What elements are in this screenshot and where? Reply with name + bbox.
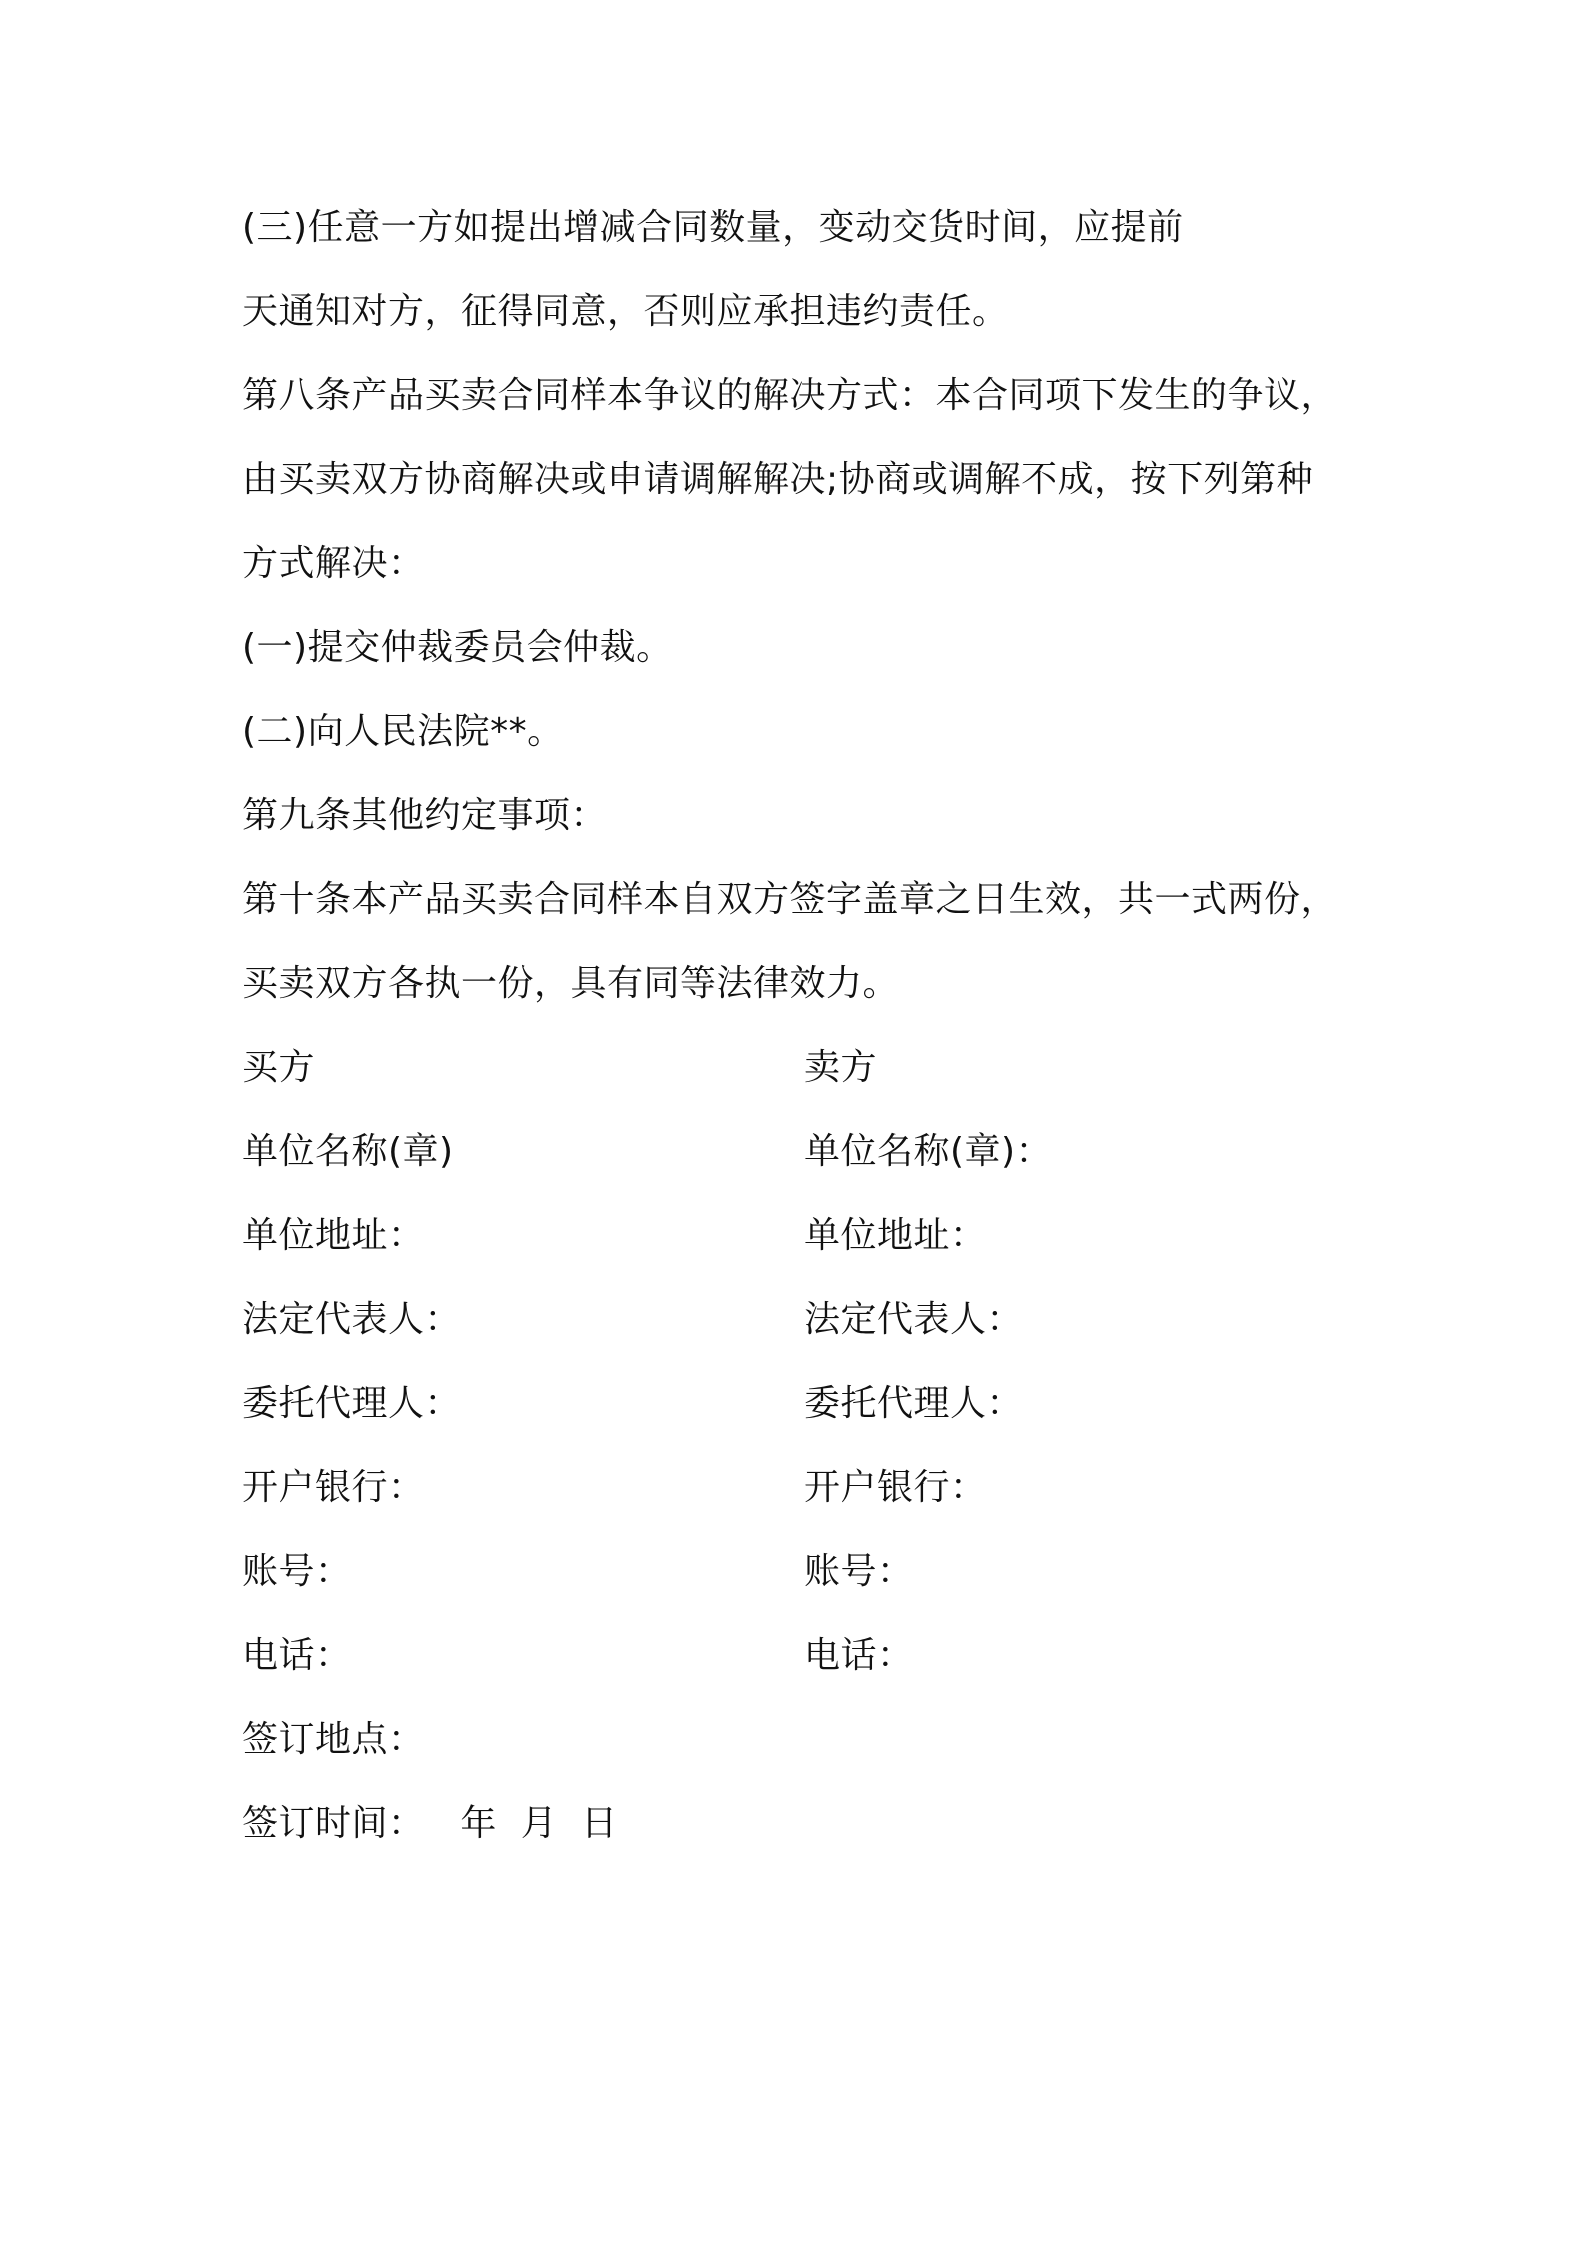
- seller-bank-label: 开户银行：: [804, 1467, 987, 1508]
- signing-time-label: 签订时间： 年 月 日: [242, 1803, 618, 1844]
- seller-account-label: 账号：: [804, 1551, 914, 1592]
- paragraph-article-8: 第八条产品买卖合同样本争议的解决方式：本合同项下发生的争议，: [242, 375, 1338, 416]
- signing-place-label: 签订地点：: [242, 1719, 425, 1760]
- paragraph-article-10-cont: 买卖双方各执一份，具有同等法律效力。: [242, 963, 900, 1004]
- paragraph-article-10: 第十条本产品买卖合同样本自双方签字盖章之日生效，共一式两份，: [242, 879, 1338, 920]
- paragraph-article-8-cont: 由买卖双方协商解决或申请调解解决;协商或调解不成，按下列第种: [242, 459, 1314, 500]
- buyer-name-label: 单位名称(章): [242, 1131, 454, 1172]
- buyer-phone-label: 电话：: [242, 1635, 352, 1676]
- paragraph-clause-3: (三)任意一方如提出增减合同数量，变动交货时间，应提前: [242, 207, 1184, 248]
- seller-address-label: 单位地址：: [804, 1215, 987, 1256]
- buyer-title: 买方: [242, 1047, 316, 1088]
- seller-title: 卖方: [804, 1047, 878, 1088]
- seller-agent-label: 委托代理人：: [804, 1383, 1024, 1424]
- buyer-agent-label: 委托代理人：: [242, 1383, 462, 1424]
- seller-legal-rep-label: 法定代表人：: [804, 1299, 1024, 1340]
- paragraph-option-1: (一)提交仲裁委员会仲裁。: [242, 627, 673, 668]
- paragraph-clause-3-cont: 天通知对方，征得同意，否则应承担违约责任。: [242, 291, 1009, 332]
- buyer-legal-rep-label: 法定代表人：: [242, 1299, 462, 1340]
- paragraph-option-2: (二)向人民法院**。: [242, 711, 564, 752]
- paragraph-article-8-end: 方式解决：: [242, 543, 425, 584]
- seller-name-label: 单位名称(章)：: [804, 1131, 1053, 1172]
- buyer-account-label: 账号：: [242, 1551, 352, 1592]
- paragraph-article-9: 第九条其他约定事项：: [242, 795, 608, 836]
- buyer-bank-label: 开户银行：: [242, 1467, 425, 1508]
- seller-phone-label: 电话：: [804, 1635, 914, 1676]
- buyer-address-label: 单位地址：: [242, 1215, 425, 1256]
